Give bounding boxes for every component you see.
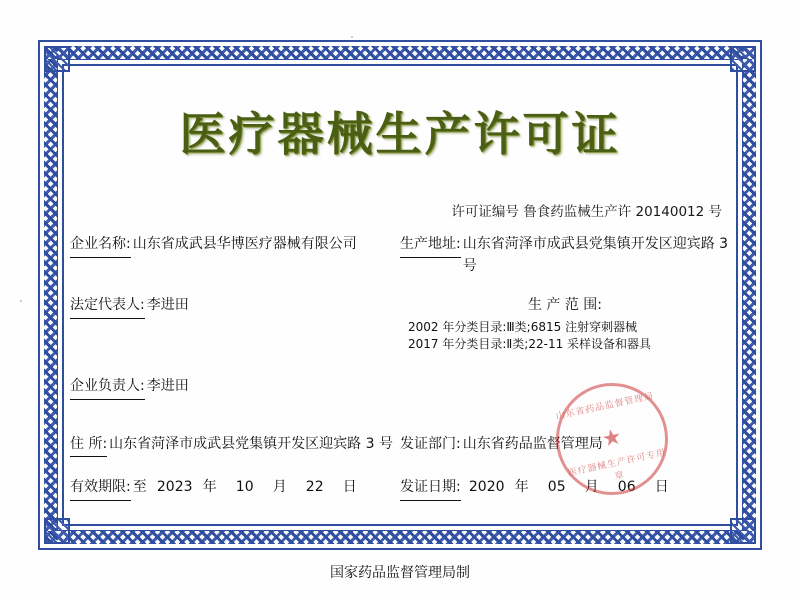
issue-date-label: 发证日期: — [400, 477, 461, 501]
issue-year: 2020 — [468, 479, 505, 496]
field-row-residence-dept — [70, 434, 730, 458]
license-number-label: 许可证编号 — [451, 204, 519, 220]
company-head-value: 李进田 — [146, 377, 189, 394]
validity-year: 2023 — [156, 479, 193, 496]
production-scope-label: 生 产 范 围: — [527, 297, 603, 314]
production-scope-line-2002: 2002 年分类目录:Ⅲ类;6815 注射穿刺器械 — [408, 320, 638, 335]
residence-label: 住 所: — [70, 434, 107, 458]
company-name-value: 山东省成武县华博医疗器械有限公司 — [132, 236, 357, 252]
field-row-company-address — [70, 234, 730, 277]
validity-month: 10 — [235, 479, 254, 496]
scan-speck — [20, 300, 22, 302]
validity-label: 有效期限: — [70, 477, 131, 501]
scan-speck — [351, 36, 353, 38]
legal-rep-value: 李进田 — [146, 297, 189, 314]
field-issue-date — [400, 477, 730, 501]
seal-bottom-text: 医疗器械生产许可专用章 — [567, 448, 668, 483]
issue-month: 05 — [547, 479, 566, 496]
issuing-dept-value: 山东省药品监督管理局 — [462, 435, 603, 452]
footer-issuer: 国家药品监督管理局制 — [330, 565, 470, 581]
field-row-dates — [70, 477, 730, 501]
validity-day-unit: 日 — [342, 479, 357, 496]
issue-year-unit: 年 — [514, 479, 529, 496]
field-row-legalrep-scope — [70, 295, 730, 353]
corner-ornament-bottom-left — [44, 518, 70, 544]
license-number-value: 鲁食药监械生产许 20140012 号 — [523, 204, 722, 220]
field-company-head — [70, 376, 400, 400]
seal-top-text: 山东省药品监督管理局 — [555, 391, 656, 423]
field-issuing-department — [400, 434, 730, 456]
validity-year-unit: 年 — [202, 479, 217, 496]
issuing-dept-label: 发证部门: — [400, 435, 461, 452]
residence-value: 山东省菏泽市成武县党集镇开发区迎宾路 3 号 — [109, 435, 393, 452]
certificate-content — [70, 72, 730, 518]
production-scope-values — [400, 319, 730, 354]
field-company-name — [70, 234, 400, 258]
field-legal-representative — [70, 295, 400, 319]
seal-star-icon: ★ — [599, 424, 625, 453]
field-production-address — [400, 234, 730, 277]
field-validity-date — [70, 477, 400, 501]
validity-prefix: 至 — [132, 479, 147, 496]
company-head-label: 企业负责人: — [70, 376, 145, 400]
field-residence — [70, 434, 400, 458]
issue-month-unit: 月 — [584, 479, 599, 496]
legal-rep-label: 法定代表人: — [70, 295, 145, 319]
certificate-title: 医疗器械生产许可证 — [179, 107, 621, 161]
production-address-value: 山东省菏泽市成武县党集镇开发区迎宾路 3 号 — [462, 236, 729, 274]
certificate-fields — [70, 234, 730, 501]
field-production-scope — [400, 295, 730, 353]
issue-day: 06 — [617, 479, 636, 496]
corner-ornament-top-left — [44, 46, 70, 72]
company-name-label: 企业名称: — [70, 234, 131, 258]
issue-day-unit: 日 — [654, 479, 669, 496]
corner-ornament-top-right — [730, 46, 756, 72]
validity-day: 22 — [305, 479, 324, 496]
validity-month-unit: 月 — [272, 479, 287, 496]
production-scope-line-2017: 2017 年分类目录:Ⅱ类;22-11 采样设备和器具 — [408, 337, 652, 352]
corner-ornament-bottom-right — [730, 518, 756, 544]
field-row-company-head — [70, 376, 730, 400]
license-number-line — [70, 200, 730, 220]
production-address-label: 生产地址: — [400, 234, 461, 258]
